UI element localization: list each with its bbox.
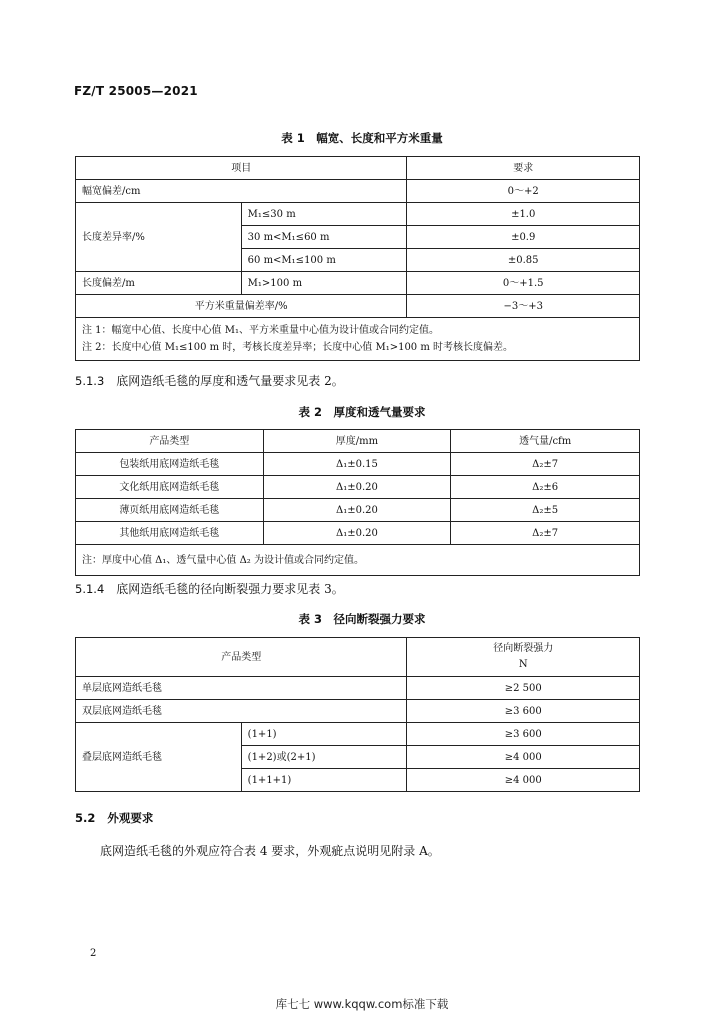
- table1-caption: 表 1 幅宽、长度和平方米重量: [281, 131, 443, 145]
- table2-cell: Δ₂±5: [451, 499, 640, 522]
- table2-note: 注：厚度中心值 Δ₁、透气量中心值 Δ₂ 为设计值或合同约定值。: [76, 545, 640, 576]
- table1-cell: 幅宽偏差/cm: [76, 180, 407, 203]
- table2-cell: Δ₁±0.20: [263, 499, 451, 522]
- table2-cell: Δ₂±7: [451, 453, 640, 476]
- table-row: [76, 700, 640, 723]
- table2-cell: 包装纸用底网造纸毛毯: [76, 453, 264, 476]
- table1-cell: 0～+1.5: [407, 272, 640, 295]
- table-row: [76, 677, 640, 700]
- table1-head-req: 要求: [407, 157, 640, 180]
- table1-cell: 30 m<M₁≤60 m: [241, 226, 407, 249]
- clause-text: 底网造纸毛毯的径向断裂强力要求见表 3。: [116, 582, 344, 596]
- table2-head-type: 产品类型: [76, 430, 264, 453]
- table2-cell: Δ₂±6: [451, 476, 640, 499]
- table1-note-1: 注 1：幅宽中心值、长度中心值 M₁、平方米重量中心值为设计值或合同约定值。: [82, 325, 439, 336]
- page-number: 2: [90, 948, 97, 959]
- table2-head-thickness: 厚度/mm: [263, 430, 451, 453]
- table2-cell: 其他纸用底网造纸毛毯: [76, 522, 264, 545]
- table1-note-2: 注 2：长度中心值 M₁≤100 m 时，考核长度差异率；长度中心值 M₁>100 m 时考核长度偏差。: [82, 342, 514, 353]
- table1-cell: 60 m<M₁≤100 m: [241, 249, 407, 272]
- table2: [75, 429, 640, 576]
- clause-number: 5.1.4: [75, 582, 105, 596]
- table1-cell: M₁>100 m: [241, 272, 407, 295]
- table2-cell: 薄页纸用底网造纸毛毯: [76, 499, 264, 522]
- table3-head-strength: [407, 638, 640, 677]
- paragraph-5-2: 底网造纸毛毯的外观应符合表 4 要求，外观疵点说明见附录 A。: [100, 844, 440, 858]
- table3-cell: (1+2)或(2+1): [241, 746, 407, 769]
- table2-caption: 表 2 厚度和透气量要求: [298, 405, 426, 419]
- table-row: [76, 476, 640, 499]
- table1-cell: ±0.9: [407, 226, 640, 249]
- table1-cell: 0～+2: [407, 180, 640, 203]
- table1: [75, 156, 640, 361]
- table-row: [76, 522, 640, 545]
- table3-cell: ≥3 600: [407, 700, 640, 723]
- table1-cell: 长度差异率/%: [76, 203, 242, 272]
- table3-head-strength-unit: N: [518, 659, 528, 670]
- table3-caption: 表 3 径向断裂强力要求: [298, 612, 426, 626]
- table2-cell: Δ₁±0.15: [263, 453, 451, 476]
- section-number: 5.2: [75, 811, 96, 825]
- table2-cell: Δ₂±7: [451, 522, 640, 545]
- table1-cell: ±0.85: [407, 249, 640, 272]
- table1-cell: ±1.0: [407, 203, 640, 226]
- table2-head-permeability: 透气量/cfm: [451, 430, 640, 453]
- table-row: [76, 723, 640, 746]
- table2-cell: Δ₁±0.20: [263, 522, 451, 545]
- table1-cell: 平方米重量偏差率/%: [76, 295, 407, 318]
- table3: [75, 637, 640, 792]
- standard-code: FZ/T 25005—2021: [74, 84, 198, 98]
- table1-head-item: 项目: [76, 157, 407, 180]
- table1-cell: 长度偏差/m: [76, 272, 242, 295]
- table2-cell: Δ₁±0.20: [263, 476, 451, 499]
- table3-cell: 叠层底网造纸毛毯: [76, 723, 242, 792]
- table3-head-type: 产品类型: [76, 638, 407, 677]
- footer-watermark: 库七七 www.kqqw.com标准下载: [275, 997, 449, 1011]
- table-row: [76, 272, 640, 295]
- table3-cell: ≥4 000: [407, 746, 640, 769]
- table-row: [76, 203, 640, 226]
- table3-cell: 单层底网造纸毛毯: [76, 677, 407, 700]
- clause-number: 5.1.3: [75, 374, 105, 388]
- section-5-2-heading: [75, 810, 153, 826]
- paragraph-5-1-3: [75, 372, 344, 389]
- table1-cell: −3～+3: [407, 295, 640, 318]
- table3-cell: 双层底网造纸毛毯: [76, 700, 407, 723]
- table3-cell: (1+1): [241, 723, 407, 746]
- table1-cell: M₁≤30 m: [241, 203, 407, 226]
- table-row: [76, 453, 640, 476]
- section-title: 外观要求: [107, 811, 154, 825]
- table-row: [76, 499, 640, 522]
- clause-text: 底网造纸毛毯的厚度和透气量要求见表 2。: [116, 374, 344, 388]
- table1-notes: [76, 318, 640, 361]
- table3-cell: ≥3 600: [407, 723, 640, 746]
- table3-cell: (1+1+1): [241, 769, 407, 792]
- table3-head-strength-label: 径向断裂强力: [493, 643, 554, 654]
- table2-cell: 文化纸用底网造纸毛毯: [76, 476, 264, 499]
- table-row: [76, 295, 640, 318]
- paragraph-5-1-4: [75, 580, 344, 597]
- table-row: [76, 180, 640, 203]
- table3-cell: ≥2 500: [407, 677, 640, 700]
- table3-cell: ≥4 000: [407, 769, 640, 792]
